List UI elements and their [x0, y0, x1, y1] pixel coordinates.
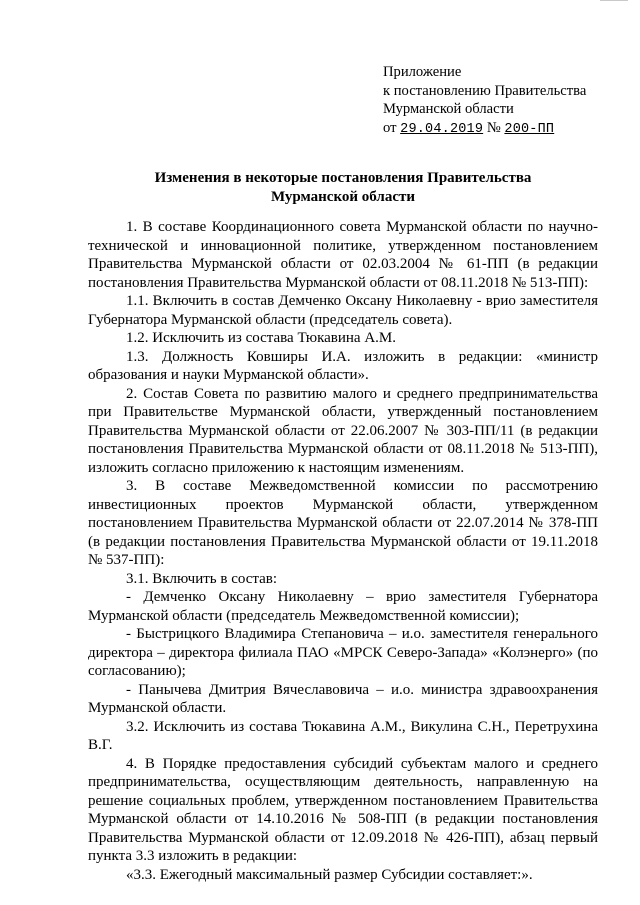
appendix-header [383, 63, 586, 139]
paragraph-3-2: 3.2. Исключить из состава Тюкавина А.М., Викулина С.Н., Перетрухина В.Г. [88, 718, 598, 753]
number-prefix: № [486, 119, 501, 136]
appendix-region: Мурманской области [383, 101, 514, 118]
paragraph-3-1: 3.1. Включить в состав: [126, 570, 278, 587]
appendix-reference: к постановлению Правительства [383, 82, 587, 99]
document-body [88, 218, 598, 884]
paragraph-1-3: 1.3. Должность Ковширы И.А. изложить в редакции: «министр образования и науки Мурманской области». [88, 348, 598, 383]
paragraph-2: 2. Состав Совета по развитию малого и среднего предпринимательства при Правительстве Мурманской области, утвержденный постановлением Правительства Мурманской области от 22.06.2007 № 303-ПП/11 (в редакции постановления Правительства Мурманской области от 08.11.2018 № 513-ПП), изложить согласно приложению к настоящим изменениям. [88, 385, 598, 476]
list-item-bystritsky: - Быстрицкого Владимира Степановича – и.о. заместителя генерального директора – директора филиала ПАО «МРСК Северо-Запада» «Колэнерго» (по согласованию); [88, 626, 598, 679]
paragraph-3: 3. В составе Межведомственной комиссии по рассмотрению инвестиционных проектов Мурманской области, утвержденном постановлением Правительства Мурманской области от 22.07.2014 № 378-ПП (в редакции постановления Правительства Мурманской области от 19.11.2018 № 537-ПП): [88, 478, 598, 568]
paragraph-1-1: 1.1. Включить в состав Демченко Оксану Николаевну - врио заместителя Губернатора Мурманской области (председатель совета). [88, 293, 598, 328]
list-item-panychev: - Панычева Дмитрия Вячеславовича – и.о. министра здравоохранения Мурманской области. [88, 681, 598, 716]
date-value: 29.04.2019 [400, 121, 484, 137]
date-prefix: от [383, 119, 397, 136]
list-item-demchenko: - Демченко Оксану Николаевну – врио заместителя Губернатора Мурманской области (председатель Межведомственной комиссии); [88, 589, 598, 624]
scan-artifact-line [600, 0, 628, 1]
title-line-2: Мурманской области [270, 188, 416, 205]
paragraph-4: 4. В Порядке предоставления субсидий субъектам малого и среднего предпринимательства, осуществляющим деятельность, направленную на решение социальных проблем, утвержденном постановлением Правительства Мурманской области от 14.10.2016 № 508-ПП (в редакции постановления Правительства Мурманской области от 12.09.2018 № 426-ПП), абзац первый пункта 3.3 изложить в редакции: [88, 755, 598, 864]
title-line-1: Изменения в некоторые постановления Правительства [154, 170, 532, 186]
appendix-label: Приложение [383, 64, 462, 80]
number-value: 200-ПП [504, 121, 555, 137]
appendix-date-line [383, 119, 586, 140]
document-title [90, 169, 596, 206]
paragraph-1: 1. В составе Координационного совета Мурманской области по научно-технической и инновационной политике, утвержденном постановлением Правительства Мурманской области от 02.03.2004 № 61-ПП (в редакции постановления Правительства Мурманской области от 08.11.2018 № 513-ПП): [88, 219, 598, 291]
paragraph-1-2: 1.2. Исключить из состава Тюкавина А.М. [126, 330, 396, 346]
paragraph-quote: «3.3. Ежегодный максимальный размер Субсидии составляет:». [126, 866, 533, 883]
